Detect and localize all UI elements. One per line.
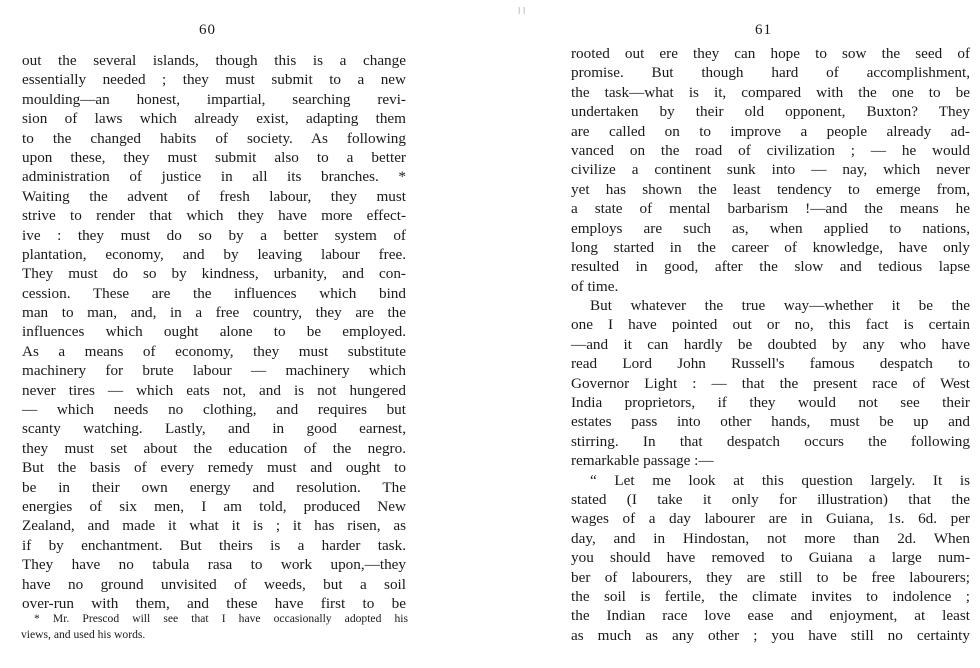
- text-line: They must do so by kindness, urbanity, and con-: [22, 265, 406, 283]
- text-line: administration of justice in all its branches. *: [22, 168, 406, 186]
- footnote-line: * Mr. Prescod will see that I have occasionally adopted his: [34, 612, 408, 625]
- text-line: as much as any other ; you have still no certainty: [571, 626, 970, 644]
- text-line: read Lord John Russell's famous despatch to: [571, 355, 970, 373]
- left-page: [0, 0, 470, 668]
- text-line: they must set about the education of the negro.: [22, 439, 406, 457]
- text-line: never tires — which eats not, and is not hungered: [22, 381, 406, 399]
- text-line: energies of six men, I am told, produced New: [22, 497, 406, 515]
- text-line: you should have removed to Guiana a large num-: [571, 549, 970, 567]
- page-number: 61: [755, 22, 772, 38]
- text-line: wages of a day labourer are in Guiana, 1s. 6d. per: [571, 510, 970, 528]
- text-line: stated (I take it only for illustration) that the: [571, 490, 970, 508]
- text-line: ber of labourers, they are still to be free labourers;: [571, 568, 970, 586]
- text-line: But the basis of every remedy must and ought to: [22, 459, 406, 477]
- text-line: remarkable passage :—: [571, 452, 714, 470]
- text-line: undertaken by their old opponent, Buxton? They: [571, 103, 970, 121]
- footnote: [21, 611, 408, 643]
- text-line: sion of laws which already exist, adapting them: [22, 110, 406, 128]
- text-line: ive : they must do so by a better system of: [22, 226, 406, 244]
- page-number: 60: [199, 22, 216, 38]
- text-line: machinery for brute labour — machinery which: [22, 362, 406, 380]
- footnote-line: views, and used his words.: [21, 628, 146, 641]
- text-line: the Indian race love ease and enjoyment, at least: [571, 607, 970, 625]
- text-line: resulted in good, after the slow and tedious lapse: [571, 258, 970, 276]
- text-line: are called on to improve a people already ad-: [571, 122, 970, 140]
- text-line: plantation, economy, and by leaving labour free.: [22, 245, 406, 263]
- text-line: if by enchantment. But theirs is a harder task.: [22, 536, 406, 554]
- text-line: moulding—an honest, impartial, searching revi-: [22, 90, 406, 108]
- text-line: day, and in Hindostan, not more than 2d. When: [571, 529, 970, 547]
- text-line: upon these, they must submit also to a better: [22, 148, 406, 166]
- text-line: long started in the career of knowledge, have only: [571, 238, 970, 256]
- text-line: scanty watching. Lastly, and in good earnest,: [22, 420, 406, 438]
- text-line: man to man, and, in a free country, they are the: [22, 304, 406, 322]
- text-line: essentially needed ; they must submit to a new: [22, 71, 406, 89]
- text-line: of time.: [571, 277, 619, 295]
- text-line: Zealand, and made it what it is ; it has risen, as: [22, 517, 406, 535]
- text-line: a state of mental barbarism !—and the means he: [571, 200, 970, 218]
- gutter-mark: ǀ ǀ: [518, 5, 526, 17]
- text-line: promise. But though hard of accomplishment,: [571, 64, 970, 82]
- text-line: “ Let me look at this question largely. It is: [590, 471, 970, 489]
- text-line: rooted out ere they can hope to sow the seed of: [571, 45, 970, 62]
- text-line: stirring. In that despatch occurs the following: [571, 432, 970, 450]
- text-line: employs are such as, when applied to nations,: [571, 219, 970, 237]
- text-line: have no ground unvisited of weeds, but a soil: [22, 575, 406, 593]
- text-line: be in their own energy and resolution. The: [22, 478, 406, 496]
- text-line: influences which ought alone to be employed.: [22, 323, 406, 341]
- text-line: the task—what is it, compared with the one to be: [571, 83, 970, 101]
- text-line: India proprietors, if they would not see their: [571, 394, 970, 412]
- text-line: estates pass into other hands, must be up and: [571, 413, 970, 431]
- text-line: Waiting the advent of fresh labour, they must: [22, 187, 406, 205]
- text-line: — which needs no clothing, and requires but: [22, 401, 406, 419]
- body-text: [22, 51, 406, 613]
- right-page: [512, 0, 980, 668]
- text-line: over-run with them, and these have first to be: [22, 594, 406, 612]
- text-line: civilize a continent sunk into — nay, which never: [571, 161, 970, 179]
- text-line: one I have pointed out or no, this fact is certain: [571, 316, 970, 334]
- text-line: —and it can hardly be doubted by any who have: [571, 335, 970, 353]
- text-line: As a means of economy, they must substitute: [22, 342, 406, 360]
- text-line: yet has shown the least tendency to emerge from,: [571, 180, 970, 198]
- text-line: strive to render that which they have more effect-: [22, 207, 406, 225]
- body-text: [571, 44, 970, 645]
- text-line: Governor Light : — that the present race of West: [571, 374, 970, 392]
- text-line: cession. These are the influences which bind: [22, 284, 406, 302]
- text-line: vanced on the road of civilization ; — he would: [571, 141, 970, 159]
- text-line: out the several islands, though this is a change: [22, 52, 406, 69]
- text-line: the soil is fertile, the climate invites to indolence ;: [571, 587, 970, 605]
- text-line: They have no tabula rasa to work upon,—they: [22, 556, 406, 574]
- text-line: But whatever the true way—whether it be the: [590, 297, 970, 315]
- text-line: to the changed habits of society. As following: [22, 129, 406, 147]
